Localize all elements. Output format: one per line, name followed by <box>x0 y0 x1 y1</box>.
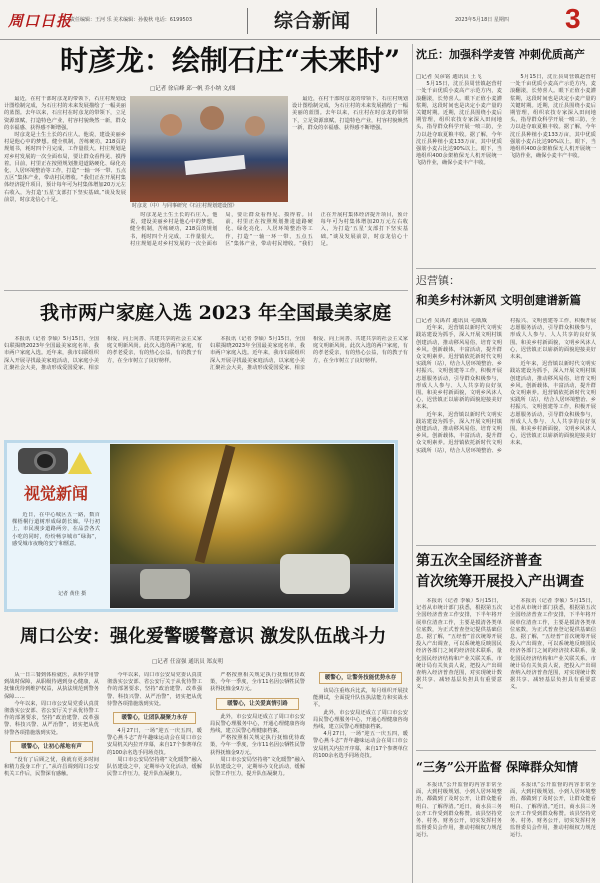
article-text: □记者 吴禹君 通讯员 毛威威 近年来，迟营镇以新时代文明实践站建设为抓手，深入开展文明村镇创建活动，推动移风易俗，培育文明乡风。创新载体，丰富活动，提升群众文明素养。迟营镇依托新时代文明实践所（站），结合人居环境整治、乡村振兴、文明创建等工作，积极开展志愿服务活动，引导群众积极参与，形成人人参与、人人共享的良好氛围。和美乡村新面貌，文明乡风沐人心，迟营镇正以崭新的面貌迎接美好未来。 近年来，迟营镇以新时代文明实践站建设为抓手，深入开展文明村镇创建活动，推动移风易俗，培育文明乡风。创新载体，丰富活动，提升群众文明素养。迟营镇依托新时代文明实践所（站），结合人居环境整治、乡村振兴、文明创建等工作，积极开展志愿服务活动，引导群众积极参与，形成人人参与、人人共享的良好氛围。和美乡村新面貌，文明乡风沐人心，迟营镇正以崭新的面貌迎接美好未来。 近年来，迟营镇以新时代文明实践站建设为抓手，深入开展文明村镇创建活动，推动移风易俗，培育文明乡风。创新载体，丰富活动，提升群众文明素养。迟营镇依托新时代文明实践所（站），结合人居环境整治、乡村振兴、文明创建等工作，积极开展志愿服务活动，引导群众积极参与，形成人人参与、人人共享的良好氛围。和美乡村新面貌，文明乡风沐人心，迟营镇正以崭新的面貌迎接美好未来。 <box>416 318 596 454</box>
article-headline: 沈丘：加强科学麦管 冲刺优质高产 <box>416 48 585 61</box>
visual-news-title: 视觉新闻 <box>24 484 89 503</box>
subhead: 暖警心，让关爱真情引路 <box>216 698 299 710</box>
visual-news-caption: 近日，在中心城区五一路，数百棵梧桐行道树形成绿荫长廊。早行初上，市民漫步道路两旁，在品尝各式小吃的同时，纷纷畅享城市“绿海”，感受城市夜晚的安宁和惬意。 <box>12 512 100 547</box>
camera-icon <box>18 448 68 474</box>
article-text: 本报讯“公开监督的内容非常全面，大到村级规划、小到人居环境整治，都做到了及时公开，让群众能看明白、了解得清。”近日，商水县三务公开工作受到群众称赞。该县坚持党务、村务、财务公开，切实发挥村务监督委员会作用，推动村级权力规范运行。 本报讯“公开监督的内容非常全面，大到村级规划、小到人居环境整治，都做到了及时公开，让群众能看明白、了解得清。”近日，商水县三务公开工作受到群众称赞。该县坚持党务、村务、财务公开，切实发挥村务监督委员会作用，推动村级权力规范运行。 <box>416 782 596 839</box>
article-photo <box>130 96 288 202</box>
subhead: 暖警心，让团队凝聚力永存 <box>113 712 196 724</box>
page-number: 3 <box>565 3 581 34</box>
article-text: 从一日三餐到体检就医，从科学用警到战时保障，从职级待遇到身心健康，从抚恤优待到维护权益，从执法规范到警务保障…… 今年以来，周口市公安局党委认真贯彻落实公安部、省公安厅关于从优待警工作的部署要求，坚持“政治建警、改革强警、科技兴警、从严治警”，切实把从优待警各项措施落到实处。 暖警心，让初心落地有声 “没有了后顾之忧，我就有更多时间和精力投身工作了。”从许昌调到周口公安机关工作后，民警深有感触。 今年以来，周口市公安局党委认真贯彻落实公安部、省公安厅关于从优待警工作的部署要求，坚持“政治建警、改革强警、科技兴警、从严治警”，切实把从优待警各项措施落到实处。 暖警心，让团队凝聚力永存 4月27日，一场“迎五一庆五四，暖警心燕斗志”青年趣味运动会在周口市公安局机关内拉开序幕，来自17个参赛单位的100余名选手同场竞技。 周口市公安局坚持将“文化暖警”融入队伍建设之中，定期举办文化活动，缓解民警工作压力，提升队伍凝聚力。 严格按照相关规定执行抚恤优待政策，今年一季度，全市11名因公牺牲民警获得抚恤金9万元。 暖警心，让关爱真情引路 此外，市公安局还成立了周口市公安局民警心理服务中心，开通心理健康咨询热线，建立民警心理健康档案。 严格按照相关规定执行抚恤优待政策，今年一季度，全市11名因公牺牲民警获得抚恤金9万元。 周口市公安局坚持将“文化暖警”融入队伍建设之中，定期举办文化活动，缓解民警工作压力，提升队伍凝聚力。 暖警心，让警务技能优势永存 该局注重练兵比武，每月组织开展技能测试，全面提升队伍执法能力和实战水平。 此外，市公安局还成立了周口市公安局民警心理服务中心，开通心理健康咨询热线，建立民警心理健康档案。 4月27日，一场“迎五一庆五四，暖警心燕斗志”青年趣味运动会在周口市公安局机关内拉开序幕，来自17个参赛单位的100余名选手同场竞技。 <box>4 672 408 778</box>
decor-triangle <box>68 452 92 474</box>
issue-date: 2023年5月18日 星期四 <box>455 17 509 23</box>
article-byline: □记者 任富强 通讯员 郑友明 <box>152 659 223 665</box>
editor-credits: 责任编辑：王河 乐 美术编辑：孙俊秋 电话：6199503 <box>70 17 193 23</box>
article-byline: □记者 徐启峰 邱一帆 乔小纳 文/图 <box>150 86 236 92</box>
article-text: 最近，在村干部时彦龙的带领下，石庄村规划设计图绘制完成，为石庄村的未来发展描绘了一幅美丽的蓝图。去年以来，石庄村在时彦龙的带领下，立足资源禀赋，打造特色产业，村容村貌焕然一新，群众的幸福感、获得感不断增强。 时彦龙是土生土长的石庄人。他说，建设美丽乡村是他心中的梦想。健全机制，苦练硬功，218页的规划书，耗时四个月完成，工作量很大。村庄规划是对乡村发展的一次全面布局，要让群众看得见、摸得着。目前，村里正在按照规划推进道路硬化、绿化亮化、人居环境整治等工作，打造“一轴一环一带、五点五区”集体产业，带动村民增收。“我们正在开展村集体经济提升项目，预计每年可为村集体增加20万元左右收入，为打造‘五星’支部打下坚实基础。”谈及发展前景，时彦龙信心十足。 <box>4 96 126 203</box>
article-headline: 我市两户家庭入选 2023 年全国最美家庭 <box>40 302 392 324</box>
article-headline: 时彦龙：绘制石庄“未来时” <box>60 44 401 77</box>
article-text: 本报讯（记者 李硕）5月15日，全国妇联揭晓2023年全国最美家庭名单，我市两户家庭入选。近年来，我市妇联组织深入开展寻找最美家庭活动，以家庭小美汇聚社会大美，推动形成爱国爱家、相亲相爱、向上向善、共建共享的社会主义家庭文明新风尚。此次入选的两户家庭，有的孝老爱亲，有的热心公益，有的教子有方，在全市树立了良好榜样。 本报讯（记者 李硕）5月15日，全国妇联揭晓2023年全国最美家庭名单，我市两户家庭入选。近年来，我市妇联组织深入开展寻找最美家庭活动，以家庭小美汇聚社会大美，推动形成爱国爱家、相亲相爱、向上向善、共建共享的社会主义家庭文明新风尚。此次入选的两户家庭，有的孝老爱亲，有的热心公益，有的教子有方，在全市树立了良好榜样。 <box>4 336 408 371</box>
article-text: □记者 吴彦铭 通讯员 王飞 5月15日，沈丘县周营镇赵营村一处千亩优质小麦高产示范方内，麦浪翻滚，长势喜人。眼下正值小麦灌浆期，这段时间也是决定小麦产量的关键时期。近期，沈丘县围绕小麦后期管理，组织农技专家深入田间地头，指导群众科学开展一喷三防，全力以赴夺取夏粮丰收。据了解，今年沈丘县种植小麦133万亩，其中优质强筋小麦占比达90%以上。眼下，当地组织400余架植保无人机开展统一飞防作业，确保小麦丰产丰收。 5月15日，沈丘县周营镇赵营村一处千亩优质小麦高产示范方内，麦浪翻滚，长势喜人。眼下正值小麦灌浆期，这段时间也是决定小麦产量的关键时期。近期，沈丘县围绕小麦后期管理，组织农技专家深入田间地头，指导群众科学开展一喷三防，全力以赴夺取夏粮丰收。据了解，今年沈丘县种植小麦133万亩，其中优质强筋小麦占比达90%以上。眼下，当地组织400余架植保无人机开展统一飞防作业，确保小麦丰产丰收。 <box>416 74 596 167</box>
article-headline: 和美乡村沐新风 文明创建谱新篇 <box>416 293 582 307</box>
article-kicker: 迟营镇： <box>416 274 460 287</box>
divider <box>416 750 596 751</box>
divider <box>416 268 596 269</box>
article-headline: 首次统筹开展投入产出调查 <box>416 574 584 590</box>
street-night-photo <box>110 444 394 608</box>
article-text: 时彦龙是土生土长的石庄人。他说，建设美丽乡村是他心中的梦想。健全机制，苦练硬功，218页的规划书，耗时四个月完成，工作量很大。村庄规划是对乡村发展的一次全面布局，要让群众看得见、摸得着。目前，村里正在按照规划推进道路硬化、绿化亮化、人居环境整治等工作，打造“一轴一环一带、五点五区”集体产业，带动村民增收。“我们正在开展村集体经济提升项目，预计每年可为村集体增加20万元左右收入，为打造‘五星’支部打下坚实基础。”谈及发展前景，时彦龙信心十足。 <box>130 212 408 247</box>
subhead: 暖警心，让初心落地有声 <box>10 741 93 753</box>
article-text: 本报讯（记者 李硕）5月15日，记者从市统计部门获悉，根据第五次全国经济普查工作安排，下半年将开展单位清查工作，主要是摸清各类单位底数，为正式普查登记提供基础信息。据了解，“五经普”首次统筹开展投入产出调查，可以系统地反映国民经济各部门之间的经济技术联系，量化国民经济结构和产业关联关系。市统计局有关负责人说，把投入产出调查纳入经济普查范围，对实现统计数据共享、减轻基层负担具有重要意义。 本报讯（记者 李硕）5月15日，记者从市统计部门获悉，根据第五次全国经济普查工作安排，下半年将开展单位清查工作，主要是摸清各类单位底数，为正式普查登记提供基础信息。据了解，“五经普”首次统筹开展投入产出调查，可以系统地反映国民经济各部门之间的经济技术联系，量化国民经济结构和产业关联关系。市统计局有关负责人说，把投入产出调查纳入经济普查范围，对实现统计数据共享、减轻基层负担具有重要意义。 <box>416 598 596 691</box>
newspaper-logo: 周口日报 <box>8 12 73 30</box>
subhead: 暖警心，让警务技能优势永存 <box>319 672 402 684</box>
divider <box>4 290 408 291</box>
article-headline: 第五次全国经济普查 <box>416 553 542 569</box>
divider <box>416 545 596 546</box>
photo-caption: 时彦龙（中）与同事研究《石庄村规划建设图》 <box>132 203 238 209</box>
article-headline: 周口公安：强化爱警暖警意识 激发队伍战斗力 <box>20 626 387 647</box>
article-text: 最近，在村干部时彦龙的带领下，石庄村规划设计图绘制完成，为石庄村的未来发展描绘了一幅美丽的蓝图。去年以来，石庄村在时彦龙的带领下，立足资源禀赋，打造特色产业，村容村貌焕然一新，群众的幸福感、获得感不断增强。 <box>292 96 408 131</box>
photo-credit: 记者 黄佳 摄 <box>58 591 87 597</box>
article-headline: “三务”公开监督 保障群众知情 <box>416 760 578 774</box>
column-divider <box>412 44 413 883</box>
section-title: 综合新闻 <box>247 8 377 34</box>
